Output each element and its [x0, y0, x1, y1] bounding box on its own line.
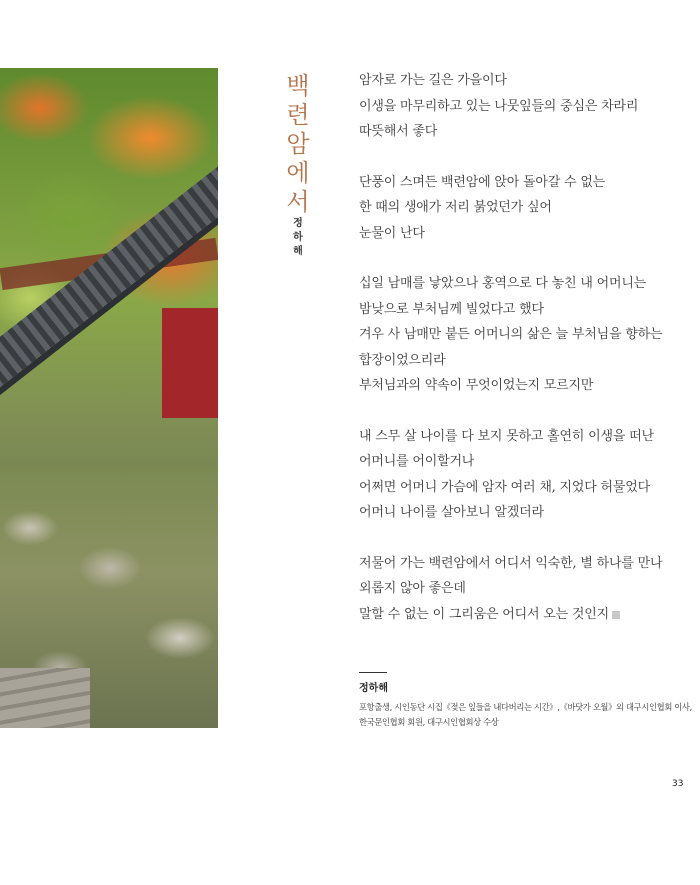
author-char: 정 [293, 218, 303, 229]
stanza [359, 170, 689, 247]
title-char: 에 [286, 159, 310, 187]
bio-line: 포항출생, 시인동단 시집《젖은 잎들을 내다버리는 시간》,《바닷가 오월》외 대구시인협회 이사, [359, 702, 692, 712]
poem-line: 암자로 가는 길은 가을이다 [359, 73, 507, 88]
poem-line: 따뜻해서 좋다 [359, 124, 438, 139]
stanza [359, 271, 689, 399]
poem-line: 외롭지 않아 좋은데 [359, 581, 466, 596]
stone-steps [0, 668, 90, 728]
title-char: 암 [286, 130, 310, 158]
poem-line: 어쩌면 어머니 가슴에 암자 여러 채, 지었다 허물었다 [359, 479, 650, 495]
bio-line: 한국문인협회 회원, 대구시인협회상 수상 [359, 717, 499, 727]
poem-line: 단풍이 스며든 백련암에 앉아 돌아갈 수 없는 [359, 174, 606, 190]
poem-body [359, 68, 689, 652]
poem-line-text: 말할 수 없는 이 그리움은 어디서 오는 것인지 [359, 606, 609, 622]
poem-line: 십일 남매를 낳았으나 홍역으로 다 놓친 내 어머니는 [359, 276, 647, 291]
temple-autumn-photo [0, 68, 218, 728]
poem-title [284, 72, 312, 217]
poem-line: 어머니 나이를 살아보니 알겠더라 [359, 505, 544, 520]
end-mark-icon [612, 611, 620, 619]
poem-line: 부처님과의 약속이 무엇이었는지 모르지만 [359, 378, 594, 393]
poem-line: 눈물이 난다 [359, 225, 425, 241]
bio-divider [359, 672, 387, 673]
poem-line: 어머니를 어이할거나 [359, 454, 475, 469]
poem-line-last [359, 602, 689, 628]
poem-line: 내 스무 살 나이를 다 보지 못하고 홀연히 이생을 떠난 [359, 428, 654, 444]
author-char: 해 [293, 246, 303, 257]
poem-line: 저물어 가는 백련암에서 어디서 익숙한, 별 하나를 만나 [359, 555, 663, 571]
stanza [359, 68, 689, 145]
poem-line: 합장이었으리라 [359, 352, 446, 368]
title-char: 서 [286, 188, 310, 216]
poem-line: 겨우 사 남매만 붙든 어머니의 삶은 늘 부처님을 향하는 [359, 327, 663, 342]
bio-name: 정하해 [359, 683, 388, 694]
poem-line: 밤낮으로 부처님께 빌었다고 했다 [359, 301, 544, 317]
temple-pillar [162, 308, 218, 418]
stanza [359, 551, 689, 628]
poem-author [290, 217, 306, 259]
poem-line: 이생을 마무리하고 있는 나뭇잎들의 중심은 차라리 [359, 98, 639, 114]
stanza [359, 424, 689, 526]
author-bio [359, 672, 694, 730]
page-number: 33 [672, 779, 684, 789]
title-char: 백 [286, 72, 310, 100]
title-char: 련 [286, 101, 310, 129]
poem-line: 한 때의 생애가 저리 붉었던가 싶어 [359, 200, 552, 215]
author-char: 하 [293, 232, 303, 243]
